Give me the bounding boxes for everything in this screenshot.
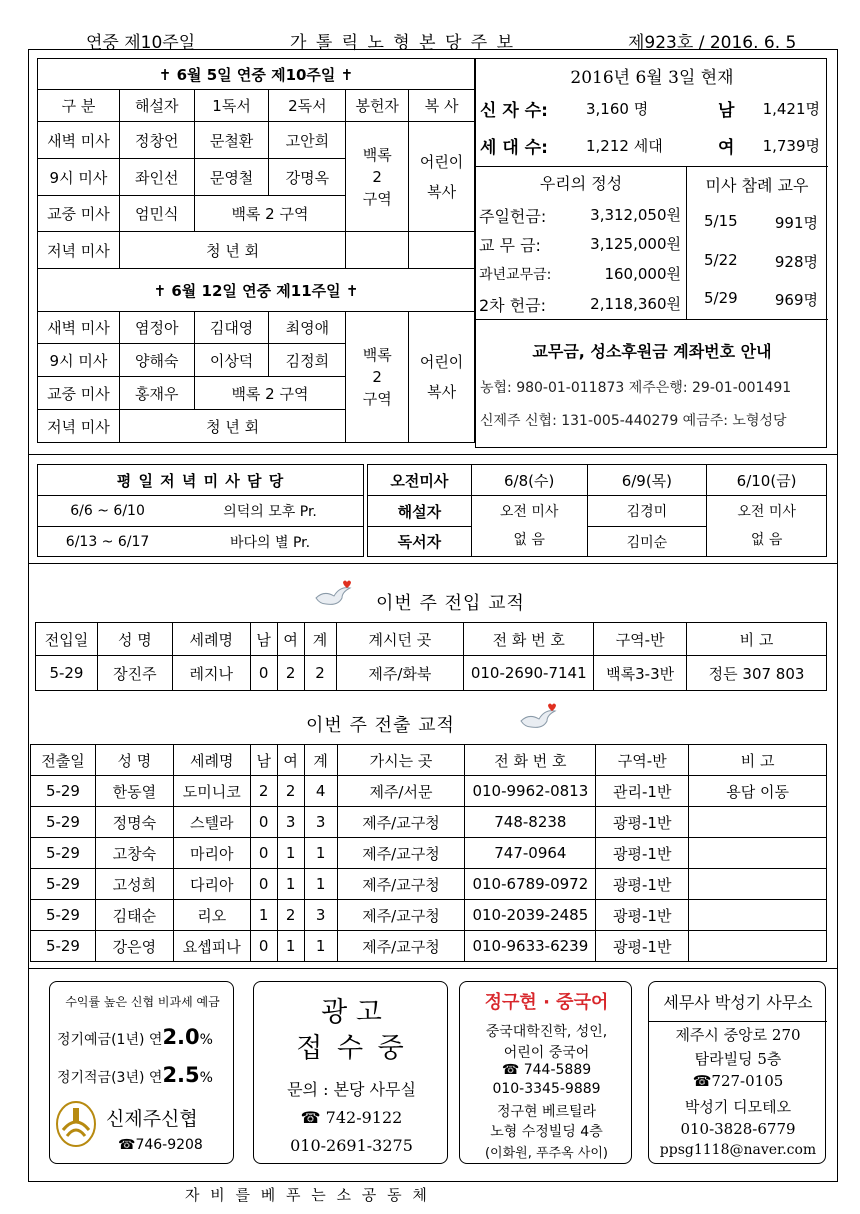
divider xyxy=(28,454,838,455)
cell: 4 xyxy=(304,776,337,807)
col-header: 계 xyxy=(304,623,336,656)
no-mass-note: 오전 미사 없 음 xyxy=(471,496,587,557)
col-header: 여 xyxy=(277,623,304,656)
cell: 0 xyxy=(250,807,277,838)
cell: 010-9962-0813 xyxy=(465,776,596,807)
mass-label: 교중 미사 xyxy=(38,377,120,410)
tax-phone: ☎727-0105 xyxy=(692,1072,784,1090)
col-header: 전 화 번 호 xyxy=(465,745,596,776)
chinese-line: 어린이 중국어 xyxy=(503,1045,590,1061)
col-header: 여 xyxy=(277,745,304,776)
col-header: 복 사 xyxy=(409,90,475,122)
households-value: 1,212 세대 xyxy=(586,137,663,155)
offering-value: 160,000원 xyxy=(604,265,681,283)
offering-group: 백록 2 구역 xyxy=(346,122,409,232)
cell xyxy=(689,931,827,962)
week-range: 6/13 ~ 6/17 xyxy=(38,527,178,557)
cell: 고안희 xyxy=(269,122,346,159)
shinhyup-ad xyxy=(49,981,234,1164)
mass-label: 9시 미사 xyxy=(38,159,120,196)
savings-rate-value: 2.5 xyxy=(162,1063,200,1087)
cell: 5-29 xyxy=(31,807,96,838)
cell: 백록 2 구역 xyxy=(194,196,346,232)
cell: 010-2039-2485 xyxy=(465,900,596,931)
move-in-table xyxy=(35,622,827,691)
cell xyxy=(689,900,827,931)
shinhyup-phone: ☎746-9208 xyxy=(118,1137,203,1153)
lector-name: 김미순 xyxy=(587,527,707,557)
attendance-date: 5/15 xyxy=(704,212,738,230)
cell: 제주/교구청 xyxy=(337,931,465,962)
cell: 2 xyxy=(250,776,277,807)
cell: 정창언 xyxy=(119,122,194,159)
believers-value: 3,160 명 xyxy=(586,100,649,118)
cell: 2 xyxy=(277,900,304,931)
col-header: 구역-반 xyxy=(594,623,687,656)
shinhyup-logo-icon xyxy=(55,1100,97,1148)
move-in-title: 이번 주 전입 교적 xyxy=(376,593,525,614)
col-header: 가시는 곳 xyxy=(337,745,465,776)
no-mass-note: 오전 미사 없 음 xyxy=(707,496,827,557)
cell: 제주/교구청 xyxy=(337,838,465,869)
footer-motto: 자 비 를 베 푸 는 소 공 동 체 xyxy=(185,1186,430,1204)
deposit-label: 정기예금(1년) 연 xyxy=(57,1032,163,1048)
header-week: 연중 제10주일 xyxy=(86,33,196,53)
col-header: 계시던 곳 xyxy=(336,623,464,656)
col-header: 전입일 xyxy=(36,623,98,656)
tax-owner: 박성기 디모테오 xyxy=(684,1098,792,1116)
chinese-phone: ☎ 744-5889 xyxy=(501,1062,592,1078)
ad-phone-2: 010-2691-3275 xyxy=(290,1136,413,1155)
cell: 광평-1반 xyxy=(596,807,689,838)
table-row xyxy=(31,931,827,962)
cell: 광평-1반 xyxy=(596,869,689,900)
cell: 0 xyxy=(250,838,277,869)
tax-address: 탐라빌딩 5층 xyxy=(694,1050,782,1068)
cell: 0 xyxy=(250,869,277,900)
cell: 홍재우 xyxy=(119,377,194,410)
male-value: 1,421명 xyxy=(762,100,820,118)
col-header: 성 명 xyxy=(95,745,173,776)
offering-group: 백록 2 구역 xyxy=(346,312,409,443)
col-header: 해설자 xyxy=(119,90,194,122)
cell: 광평-1반 xyxy=(596,931,689,962)
cell: 좌인선 xyxy=(119,159,194,196)
chinese-line: (이화원, 푸주옥 사이) xyxy=(484,1146,608,1161)
cell: 1 xyxy=(277,931,304,962)
cell: 관리-1반 xyxy=(596,776,689,807)
col-header: 세례명 xyxy=(172,623,250,656)
header-title: 가 톨 릭 노 형 본 당 주 보 xyxy=(290,33,516,53)
cell: 제주/교구청 xyxy=(337,807,465,838)
header-issue: 제923호 / 2016. 6. 5 xyxy=(628,33,797,53)
account-title: 교무금, 성소후원금 계좌번호 안내 xyxy=(532,342,772,361)
col-header: 전출일 xyxy=(31,745,96,776)
offering-label: 교 무 금: xyxy=(479,236,541,255)
role-label: 독서자 xyxy=(368,527,472,557)
cell: 748-8238 xyxy=(465,807,596,838)
morning-mass-table xyxy=(367,464,827,557)
chinese-line: 노형 수정빌딩 4층 xyxy=(490,1124,603,1140)
cell xyxy=(689,869,827,900)
col-header: 성 명 xyxy=(97,623,172,656)
cell: 1 xyxy=(250,900,277,931)
ad-phone-1: ☎ 742-9122 xyxy=(300,1108,403,1127)
tax-email: ppsg1118@naver.com xyxy=(659,1142,817,1158)
cell: 백록3-3반 xyxy=(594,656,687,691)
cell: 도미니코 xyxy=(173,776,250,807)
prayer-group: 바다의 별 Pr. xyxy=(177,527,363,557)
mass-schedule-table xyxy=(37,58,475,443)
table-row xyxy=(31,838,827,869)
cell: 요셉피나 xyxy=(173,931,250,962)
cell: 2 xyxy=(277,656,304,691)
role-label: 해설자 xyxy=(368,496,472,527)
cell: 문철환 xyxy=(194,122,269,159)
cell: 강명옥 xyxy=(269,159,346,196)
savings-rate xyxy=(57,1063,213,1087)
cell: 염정아 xyxy=(119,312,194,344)
cell: 레지나 xyxy=(172,656,250,691)
cell xyxy=(689,838,827,869)
table-row xyxy=(31,807,827,838)
offering-value: 3,125,000원 xyxy=(590,235,681,253)
offering-value: 2,118,360원 xyxy=(590,295,681,313)
cell: 2 xyxy=(304,656,336,691)
savings-label: 정기적금(3년) 연 xyxy=(57,1070,163,1086)
cell: 1 xyxy=(304,869,337,900)
cell: 문영철 xyxy=(194,159,269,196)
ad-tagline: 수익률 높은 신협 비과세 예금 xyxy=(65,995,220,1009)
deposit-rate-value: 2.0 xyxy=(162,1025,200,1049)
schedule-title-1: ✝ 6월 5일 연중 제10주일 ✝ xyxy=(38,59,475,90)
chinese-line: 정구현 베르틸라 xyxy=(496,1104,597,1120)
attendance-count: 991명 xyxy=(774,214,818,232)
table-row xyxy=(31,869,827,900)
attendance-count: 928명 xyxy=(774,253,818,271)
mass-label: 저녁 미사 xyxy=(38,232,120,269)
weekday-mass-table xyxy=(37,464,364,557)
table-row xyxy=(31,776,827,807)
offering-value: 3,312,050원 xyxy=(590,206,681,224)
dove-icon xyxy=(517,703,561,733)
cell: 제주/화북 xyxy=(336,656,464,691)
cell: 고성희 xyxy=(95,869,173,900)
day-header: 6/8(수) xyxy=(471,465,587,496)
day-header: 6/9(목) xyxy=(587,465,707,496)
cell: 스텔라 xyxy=(173,807,250,838)
cell: 0 xyxy=(250,656,277,691)
cell xyxy=(689,807,827,838)
attendance-title: 미사 참례 교우 xyxy=(705,176,809,195)
stats-date: 2016년 6월 3일 현재 xyxy=(570,68,734,88)
tax-address: 제주시 중앙로 270 xyxy=(675,1026,801,1044)
cell: 010-2690-7141 xyxy=(464,656,594,691)
ad-inquiry: 문의 : 본당 사무실 xyxy=(287,1080,416,1099)
table-row xyxy=(36,656,827,691)
cell: 백록 2 구역 xyxy=(194,377,346,410)
divider xyxy=(28,563,838,564)
altar-server: 어린이 복사 xyxy=(409,312,475,443)
cell: 3 xyxy=(304,807,337,838)
offering-label: 과년교무금: xyxy=(479,267,552,283)
cell: 제주/서문 xyxy=(337,776,465,807)
cell: 광평-1반 xyxy=(596,838,689,869)
cell: 김대영 xyxy=(194,312,269,344)
cell: 청 년 회 xyxy=(119,232,345,269)
cell: 정명숙 xyxy=(95,807,173,838)
attendance-count: 969명 xyxy=(774,291,818,309)
morning-title: 오전미사 xyxy=(368,465,472,496)
cell: 010-9633-6239 xyxy=(465,931,596,962)
col-header: 비 고 xyxy=(689,745,827,776)
mass-label: 저녁 미사 xyxy=(38,410,120,443)
day-header: 6/10(금) xyxy=(707,465,827,496)
move-out-title: 이번 주 전출 교적 xyxy=(306,715,455,736)
cell: 다리아 xyxy=(173,869,250,900)
cell: 리오 xyxy=(173,900,250,931)
ad-subtitle: 접 수 중 xyxy=(296,1033,407,1064)
offering-label: 2차 헌금: xyxy=(479,296,547,315)
lector-name: 김경미 xyxy=(587,496,707,527)
chinese-title: 정구현 · 중국어 xyxy=(484,992,609,1013)
shinhyup-name: 신제주신협 xyxy=(106,1108,198,1130)
cell: 정든 307 803 xyxy=(687,656,827,691)
attendance-date: 5/22 xyxy=(704,251,738,269)
cell: 강은영 xyxy=(95,931,173,962)
cell: 마리아 xyxy=(173,838,250,869)
cell: 김태순 xyxy=(95,900,173,931)
altar-server: 어린이 복사 xyxy=(409,122,475,232)
male-label: 남 xyxy=(718,101,735,121)
tax-office-ad xyxy=(648,981,826,1164)
percent-sign: % xyxy=(199,1070,213,1086)
schedule-title-2: ✝ 6월 12일 연중 제11주일 ✝ xyxy=(38,269,475,312)
cell: 광평-1반 xyxy=(596,900,689,931)
percent-sign: % xyxy=(199,1032,213,1048)
cell: 5-29 xyxy=(31,900,96,931)
col-header: 봉헌자 xyxy=(346,90,409,122)
attendance-date: 5/29 xyxy=(704,289,738,307)
chinese-lesson-ad xyxy=(459,981,632,1164)
cell: 0 xyxy=(250,931,277,962)
col-header: 세례명 xyxy=(173,745,250,776)
mass-label: 새벽 미사 xyxy=(38,122,120,159)
deposit-rate xyxy=(57,1025,213,1049)
mass-label: 새벽 미사 xyxy=(38,312,120,344)
dove-icon xyxy=(312,580,356,610)
cell: 용담 이동 xyxy=(689,776,827,807)
cell: 747-0964 xyxy=(465,838,596,869)
weekday-title: 평 일 저 녁 미 사 담 당 xyxy=(38,465,364,496)
cell: 5-29 xyxy=(31,776,96,807)
parish-stats-panel xyxy=(475,58,827,448)
ad-title: 광 고 xyxy=(321,997,382,1028)
account-line-1: 농협: 980-01-011873 제주은행: 29-01-001491 xyxy=(480,380,792,396)
divider xyxy=(28,968,838,969)
col-header: 비 고 xyxy=(687,623,827,656)
prayer-group: 의덕의 모후 Pr. xyxy=(177,496,363,527)
col-header: 구역-반 xyxy=(596,745,689,776)
ad-placeholder-box xyxy=(253,981,448,1164)
cell: 1 xyxy=(277,838,304,869)
cell: 1 xyxy=(277,869,304,900)
cell: 3 xyxy=(304,900,337,931)
tax-title: 세무사 박성기 사무소 xyxy=(663,993,813,1012)
cell: 고창숙 xyxy=(95,838,173,869)
cell: 장진주 xyxy=(97,656,172,691)
tax-mobile: 010-3828-6779 xyxy=(680,1120,796,1138)
believers-label: 신 자 수: xyxy=(480,101,548,121)
offering-label: 주일헌금: xyxy=(479,207,547,226)
cell: 청 년 회 xyxy=(119,410,345,443)
week-range: 6/6 ~ 6/10 xyxy=(38,496,178,527)
cell: 5-29 xyxy=(31,869,96,900)
col-header: 전 화 번 호 xyxy=(464,623,594,656)
mass-label: 9시 미사 xyxy=(38,344,120,377)
col-header: 남 xyxy=(250,745,277,776)
cell: 양해숙 xyxy=(119,344,194,377)
cell: 1 xyxy=(304,838,337,869)
col-header: 남 xyxy=(250,623,277,656)
cell: 5-29 xyxy=(31,931,96,962)
col-header: 1독서 xyxy=(194,90,269,122)
col-header: 계 xyxy=(304,745,337,776)
cell: 5-29 xyxy=(36,656,98,691)
account-line-2: 신제주 신협: 131-005-440279 예금주: 노형성당 xyxy=(480,413,787,429)
female-label: 여 xyxy=(718,138,735,158)
table-row xyxy=(31,900,827,931)
chinese-phone: 010-3345-9889 xyxy=(492,1081,601,1097)
cell: 한동열 xyxy=(95,776,173,807)
cell: 3 xyxy=(277,807,304,838)
cell: 5-29 xyxy=(31,838,96,869)
col-header: 구 분 xyxy=(38,90,120,122)
cell: 이상덕 xyxy=(194,344,269,377)
col-header: 2독서 xyxy=(269,90,346,122)
female-value: 1,739명 xyxy=(762,137,820,155)
cell: 김정희 xyxy=(269,344,346,377)
chinese-line: 중국대학진학, 성인, xyxy=(485,1024,608,1040)
cell: 엄민식 xyxy=(119,196,194,232)
cell: 최영애 xyxy=(269,312,346,344)
move-out-table xyxy=(30,744,827,962)
households-label: 세 대 수: xyxy=(480,138,548,158)
cell: 2 xyxy=(277,776,304,807)
mass-label: 교중 미사 xyxy=(38,196,120,232)
cell: 제주/교구청 xyxy=(337,900,465,931)
offering-title: 우리의 정성 xyxy=(539,174,623,193)
cell: 010-6789-0972 xyxy=(465,869,596,900)
cell: 1 xyxy=(304,931,337,962)
cell: 제주/교구청 xyxy=(337,869,465,900)
